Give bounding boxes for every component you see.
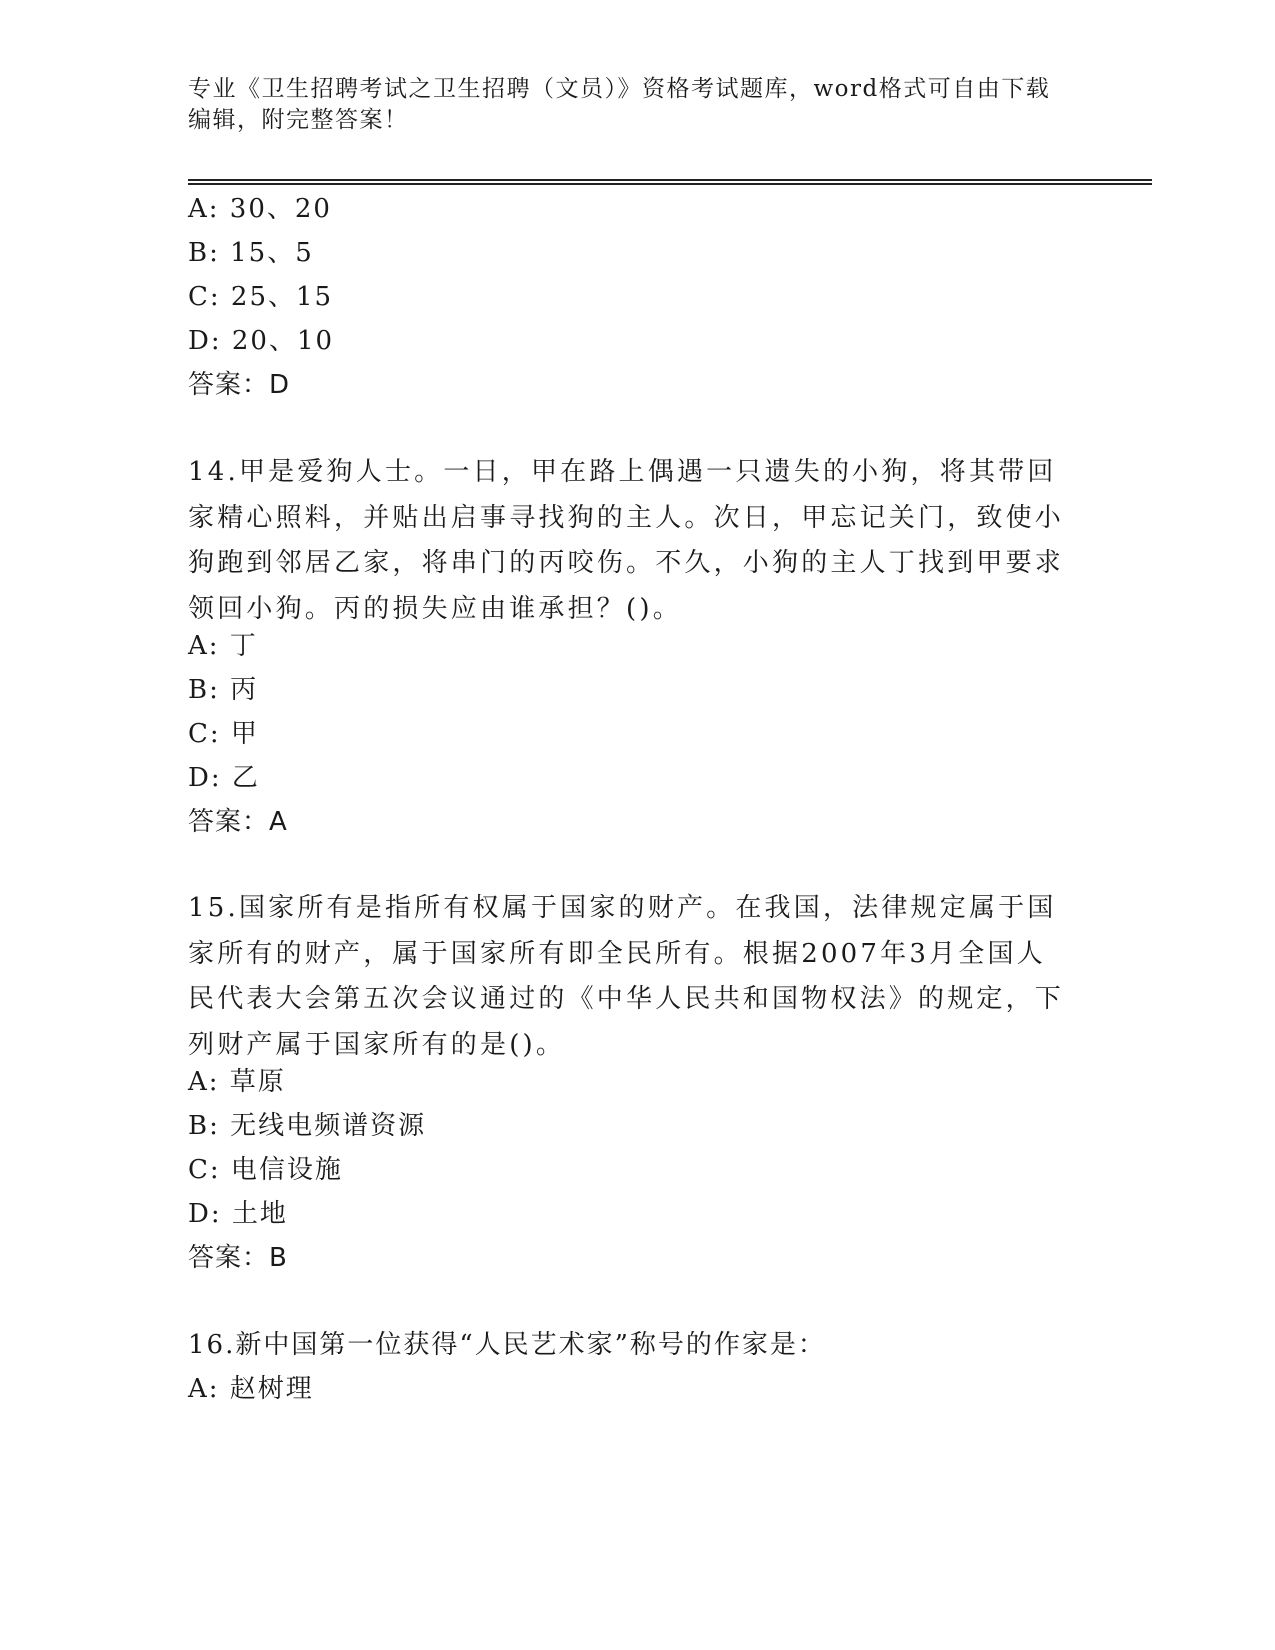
q14-question: 14.甲是爱狗人士。一日，甲在路上偶遇一只遗失的小狗，将其带回家精心照料，并贴出启事寻找狗的主人。次日，甲忘记关门，致使小狗跑到邻居乙家，将串门的丙咬伤。不久，小狗的主人丁找到甲要求领回小狗。丙的损失应由谁承担？()。 (188, 457, 1065, 624)
q15-question: 15.国家所有是指所有权属于国家的财产。在我国，法律规定属于国家所有的财产，属于国家所有即全民所有。根据2007年3月全国人民代表大会第五次会议通过的《中华人民共和国物权法》的规定，下列财产属于国家所有的是()。 (188, 893, 1065, 1060)
q13-option-c: C: 25、15 (188, 282, 334, 312)
q16-question: 16.新中国第一位获得“人民艺术家”称号的作家是： (188, 1330, 826, 1360)
header-divider-top (188, 179, 1152, 181)
q14-option-a: A: 丁 (188, 631, 258, 661)
q15-option-a: A: 草原 (188, 1067, 286, 1097)
q15-option-c: C: 电信设施 (188, 1155, 343, 1185)
q14-option-b: B: 丙 (188, 675, 259, 705)
q13-option-a: A: 30、20 (188, 194, 332, 224)
q14-answer: 答案：A (188, 807, 288, 837)
header-divider-bottom (188, 183, 1152, 185)
document-header: 专业《卫生招聘考试之卫生招聘（文员）》资格考试题库，word格式可自由下载编辑，附完整答案！ (188, 76, 1051, 133)
q13-answer: 答案：D (188, 370, 291, 400)
q16-option-a: A: 赵树理 (188, 1374, 314, 1404)
q13-option-b: B: 15、5 (188, 238, 314, 268)
q15-option-d: D: 土地 (188, 1199, 288, 1229)
q15-option-b: B: 无线电频谱资源 (188, 1111, 427, 1141)
q15-answer: 答案：B (188, 1243, 288, 1273)
q13-option-d: D: 20、10 (188, 326, 335, 356)
q14-option-c: C: 甲 (188, 719, 259, 749)
q14-option-d: D: 乙 (188, 763, 260, 793)
